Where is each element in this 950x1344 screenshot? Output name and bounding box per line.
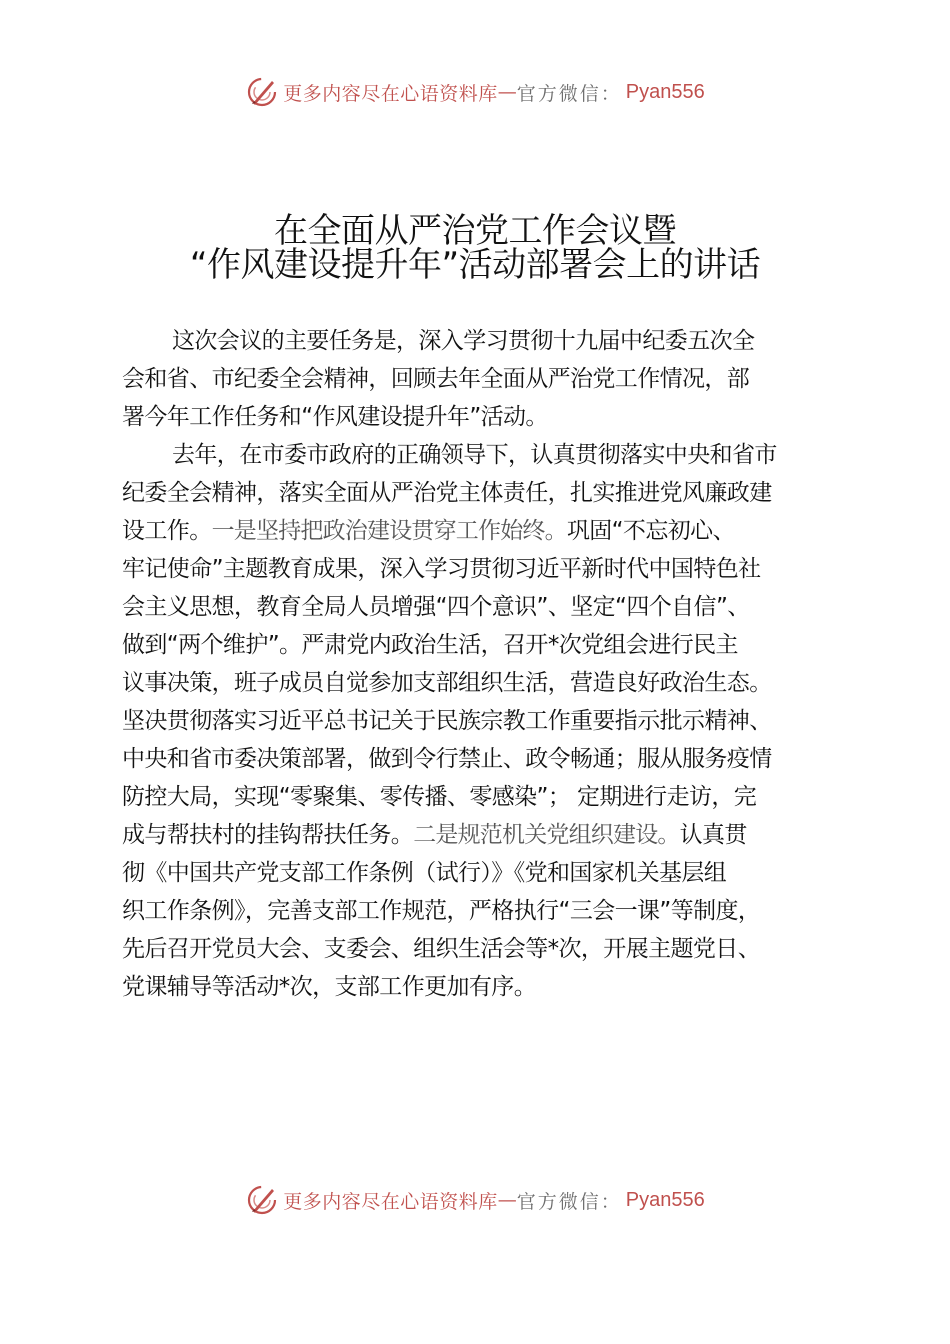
- wechat-label: 官方微信：: [516, 1190, 622, 1213]
- banner-dash: —: [497, 1189, 517, 1211]
- text-run: 会和省、市纪委全会精神，回顾去年全面从严治党工作情况，部: [122, 366, 750, 392]
- text-run: 署今年工作任务和“作风建设提升年”活动。: [122, 404, 548, 430]
- text-run: 纪委全会精神，落实全面从严治党主体责任，扎实推进党风廉政建: [122, 480, 772, 506]
- text-run: 党课辅导等活动*次，支部工作更加有序。: [122, 974, 537, 1000]
- text-run: 成与帮扶村的挂钩帮扶任务。: [122, 822, 414, 848]
- body-line: [122, 474, 838, 512]
- body-line: [122, 322, 838, 360]
- text-run: 这次会议的主要任务是，深入学习贯彻十九届中纪委五次全: [172, 328, 755, 354]
- text-run: 中央和省市委决策部署，做到令行禁止、政令畅通；服从服务疫情: [122, 746, 772, 772]
- body-line: [122, 930, 838, 968]
- site-text: 更多内容尽在心语资料库: [283, 82, 498, 105]
- title-line-2: “作风建设提升年”活动部署会上的讲话: [189, 245, 761, 285]
- header-banner: [0, 72, 950, 112]
- text-run: 议事决策，班子成员自觉参加支部组织生活，营造良好政治生态。: [122, 670, 772, 696]
- body-line: [122, 778, 838, 816]
- body-line: [122, 588, 838, 626]
- body-line: [122, 436, 838, 474]
- body-line: [122, 360, 838, 398]
- body-line: [122, 702, 838, 740]
- text-run: 坚决贯彻落实习近平总书记关于民族宗教工作重要指示批示精神、: [122, 708, 772, 734]
- text-run: 做到“两个维护”。严肃党内政治生活，召开*次党组会进行民主: [122, 632, 738, 658]
- text-run: 会主义思想，教育全局人员增强“四个意识”、坚定“四个自信”、: [122, 594, 750, 620]
- text-run: 先后召开党员大会、支委会、组织生活会等*次，开展主题党日、: [122, 936, 761, 962]
- body-line: [122, 854, 838, 892]
- pen-swirl-logo-icon: [245, 75, 279, 109]
- body-line: [122, 740, 838, 778]
- text-run: 织工作条例》，完善支部工作规范，严格执行“三会一课”等制度，: [122, 898, 761, 924]
- body-line: [122, 398, 838, 436]
- body-line: [122, 664, 838, 702]
- title-line-1: 在全面从严治党工作会议暨: [274, 211, 676, 251]
- body-line: [122, 968, 838, 1006]
- body-line: [122, 816, 838, 854]
- document-body: [122, 322, 838, 1006]
- footer-banner: [0, 1180, 950, 1220]
- text-run: 牢记使命”主题教育成果，深入学习贯彻习近平新时代中国特色社: [122, 556, 761, 582]
- text-run: 二是规范机关党组织建设。: [413, 822, 680, 848]
- wechat-id: Pyan556: [625, 80, 705, 103]
- body-line: [122, 626, 838, 664]
- text-run: 彻《中国共产党支部工作条例（试行）》《党和国家机关基层组: [122, 860, 727, 886]
- body-line: [122, 550, 838, 588]
- text-run: 去年，在市委市政府的正确领导下，认真贯彻落实中央和省市: [172, 442, 777, 468]
- text-run: 设工作。: [122, 518, 212, 544]
- site-text: 更多内容尽在心语资料库: [283, 1190, 498, 1213]
- body-line: [122, 512, 838, 550]
- text-run: 一是坚持把政治建设贯穿工作始终。: [211, 518, 567, 544]
- banner-dash: —: [497, 81, 517, 103]
- wechat-label: 官方微信：: [516, 82, 622, 105]
- wechat-id: Pyan556: [625, 1188, 705, 1211]
- text-run: 认真贯: [679, 822, 747, 848]
- text-run: 巩固“不忘初心、: [566, 518, 735, 544]
- pen-swirl-logo-icon: [245, 1183, 279, 1217]
- body-line: [122, 892, 838, 930]
- text-run: 防控大局，实现“零聚集、零传播、零感染”； 定期进行走访，完: [122, 784, 757, 810]
- document-title: [0, 211, 950, 285]
